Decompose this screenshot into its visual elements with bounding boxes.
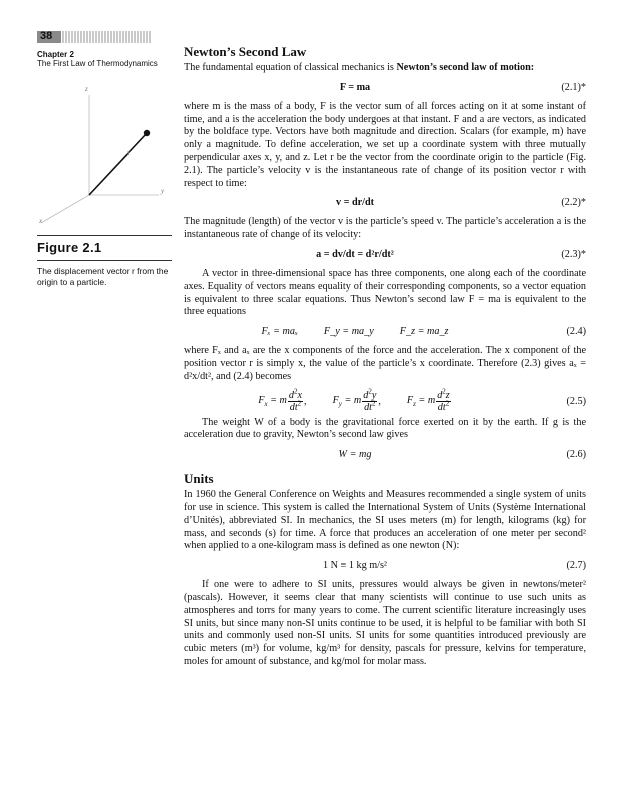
vector-r-label: r: [127, 149, 131, 157]
page-number-box: [37, 31, 61, 43]
figure-caption: The displacement vector r from the origin to a particle.: [37, 266, 169, 287]
x-axis: [41, 195, 89, 223]
axis-x-label: x: [39, 217, 43, 225]
equation-2-3: a = dv/dt = d²r/dt² (2.3)*: [316, 248, 586, 260]
figure-rule-2: [37, 260, 172, 261]
particle: [144, 130, 150, 136]
section-title-newton: Newton’s Second Law: [184, 44, 307, 59]
axis-z-label: z: [85, 85, 88, 93]
page-header-bar: [62, 31, 152, 43]
equation-2-1: F = ma (2.1)*: [339, 81, 586, 93]
equation-2-6: W = mg (2.6): [338, 449, 586, 461]
vector-r: [89, 133, 147, 195]
equation-2-5: $F_x = m$ $\frac{d^2x}{dt^2}$ , $F_y = m$ $\frac{d^2y}{dt^2}$ , $F_z = m$ $\frac{d^2z}{dt^2}$ (2.5): [258, 387, 586, 413]
paragraph-x-components: where Fₓ and aₓ are the x components of the force and the acceleration. The x component of the position vector r is simply x, the value of the particle’s x coordinate. Therefore (2.3) gives aₓ = d²x/dt², and (2.4) becomes: [184, 345, 586, 382]
equation-2-2: v = dr/dt (2.2)*: [335, 197, 586, 209]
equation-2-4: Fₓ = maₓ F_y = ma_y F_z = ma_z (2.4): [261, 326, 586, 338]
paragraph-weight: The weight W of a body is the gravitational force exerted on it by the earth. If g is the acceleration due to gravity, Newton’s second law gives: [184, 416, 586, 441]
paragraph-si: In 1960 the General Conference on Weights and Measures recommended a single system of units for use in science. This system is called the International System of Units (Système International d’Unités), abbreviated SI. In mechanics, the SI uses meters (m) for length, kilograms (kg) for mass, and seconds (s) for time. A force that produces an acceleration of one meter per second² when applied to a one-kilogram mass is defined as one newton (N):: [184, 489, 586, 552]
equation-2-7: 1 N ≡ 1 kg m/s² (2.7): [323, 560, 586, 572]
intro-paragraph: The fundamental equation of classical mechanics is Newton’s second law of motion:: [184, 62, 535, 73]
figure-2-1-diagram: [37, 83, 172, 233]
paragraph-components: A vector in three-dimensional space has three components, one along each of the coordinate axes. Equality of vectors means equality of their corresponding components, so a vector equation is equivalent to three scalar equations. Thus Newton’s second law F = ma is equivalent to the three equations: [184, 267, 586, 318]
page-number: 38: [40, 30, 53, 42]
main-column: [184, 44, 586, 669]
figure-rule: [37, 235, 172, 236]
section-title-units: Units: [184, 471, 214, 487]
figure-label: Figure 2.1: [37, 240, 102, 255]
paragraph-speed: The magnitude (length) of the vector v is the particle’s speed v. The particle’s acceleration a is the instantaneous rate of change of its velocity:: [184, 216, 586, 241]
paragraph-vectors: where m is the mass of a body, F is the vector sum of all forces acting on it at some instant of time, and a is the acceleration the body undergoes at that instant. F and a are vectors, as indicated by the boldface type. Vectors have both magnitude and direction. Scalars (for example, m) have only a magnitude. To define acceleration, we set up a coordinate system with three mutually perpendicular axes x, y, and z. Let r be the vector from the coordinate origin to the particle (Fig. 2.1). The particle’s velocity v is the instantaneous rate of change of its position vector r with respect to time:: [184, 100, 586, 189]
chapter-label: Chapter 2: [37, 50, 74, 59]
axis-y-label: y: [161, 187, 165, 195]
paragraph-pressure-units: If one were to adhere to SI units, pressures would always be given in newtons/meter² (pascals). However, it seems clear that many scientists will continue to use such units as atmospheres and torrs for many years to come. The current scientific literature increasingly uses SI units, but since many non-SI units continue to be used, it is helpful to be familiar with both SI units and commonly used non-SI units. SI units for some quantities introduced previously are cubic meters (m³) for volume, kg/m³ for density, pascals for pressure, kelvins for temperature, moles for amount of substance, and kg/mol for molar mass.: [184, 579, 586, 667]
chapter-title: The First Law of Thermodynamics: [37, 59, 158, 68]
